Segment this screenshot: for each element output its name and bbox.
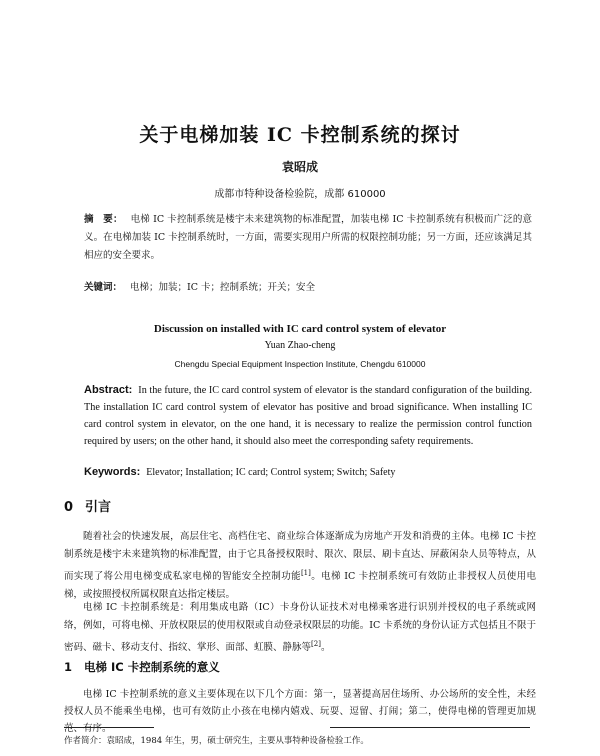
keywords-en bbox=[84, 466, 532, 478]
paper-title: 关于电梯加装 IC 卡控制系统的探讨 bbox=[139, 124, 461, 146]
paragraph-text-cont: 。 bbox=[320, 642, 331, 654]
abstract-cn-text: 电梯 IC 卡控制系统是楼宇未来建筑物的标准配置，加装电梯 IC 卡控制系统有积极而广泛的意义。在电梯加装 IC 卡控制系统时，一方面，需要实现用户所需的权限控制功能；另一方面，还应该满足其相应的安全要求。 bbox=[84, 214, 532, 261]
section-number: 0 bbox=[64, 500, 74, 515]
section-title: 引言 bbox=[85, 500, 112, 515]
english-title: Discussion on installed with IC card control system of elevator bbox=[153, 323, 447, 335]
keywords-cn-text: 电梯；加装；IC 卡；控制系统；开关；安全 bbox=[130, 282, 316, 293]
author-affiliation: 成都市特种设备检验院，成都 610000 bbox=[214, 189, 386, 200]
intro-paragraph-2 bbox=[64, 599, 536, 657]
english-affiliation: Chengdu Special Equipment Inspection Institute, Chengdu 610000 bbox=[174, 359, 426, 369]
abstract-en-label: Abstract: bbox=[84, 384, 133, 396]
section-heading-introduction bbox=[64, 496, 111, 515]
citation-ref: [2] bbox=[311, 640, 321, 648]
paragraph-text: 电梯 IC 卡控制系统是：利用集成电路（IC）卡身份认证技术对电梯乘客进行识别并授权的电子系统或网络，例如，可将电梯、开放权限层的使用权限或自动登录权限层的功能。IC 卡系统的身份认证方式包括且不限于密码、磁卡、移动支付、指纹、掌形、面部、虹膜、静脉等 bbox=[64, 602, 536, 654]
abstract-en bbox=[84, 382, 532, 450]
author-name: 袁昭成 bbox=[281, 160, 318, 174]
footnote-rule bbox=[64, 727, 154, 728]
keywords-cn-label: 关键词： bbox=[84, 282, 123, 293]
english-author: Yuan Zhao-cheng bbox=[264, 340, 336, 351]
paragraph-text-cont: 。电梯 IC 卡控制系统可有效防止非授权人员使用电梯，或按照授权所属权限直达指定楼层。 bbox=[64, 571, 536, 601]
section-heading-significance bbox=[64, 659, 220, 675]
footnote-rule-right bbox=[330, 727, 530, 728]
abstract-cn bbox=[84, 211, 532, 265]
keywords-en-label: Keywords: bbox=[84, 466, 141, 478]
author-footnote: 作者简介：袁昭成，1984 年生，男，硕士研究生，主要从事特种设备检验工作。 bbox=[64, 736, 369, 746]
keywords-cn bbox=[84, 279, 532, 293]
abstract-cn-label: 摘 要： bbox=[84, 214, 123, 225]
keywords-en-text: Elevator; Installation; IC card; Control system; Switch; Safety bbox=[146, 467, 396, 478]
citation-ref: [1] bbox=[300, 569, 311, 577]
section-title: 电梯 IC 卡控制系统的意义 bbox=[84, 660, 220, 674]
significance-paragraph: 电梯 IC 卡控制系统的意义主要体现在以下几个方面：第一，显著提高居住场所、办公场所的安全性，未经授权人员不能乘坐电梯，也可有效防止小孩在电梯内嬉戏、玩耍、逗留、打闹；第二，使得电梯的管理更加规范、有序。 bbox=[64, 689, 536, 734]
abstract-en-text: In the future, the IC card control system of elevator is the standard configuration of the building. The installation IC card control system of elevator has positive and broad significance. When installing IC card control system in elevator, on the one hand, it is necessary to realize the permission control function required by users; on the other hand, it should also meet the corresponding safety requirements. bbox=[84, 385, 532, 447]
section-number: 1 bbox=[64, 660, 73, 674]
paragraph-text: 随着社会的快速发展，高层住宅、高档住宅、商业综合体逐渐成为房地产开发和消费的主体。电梯 IC 卡控制系统是楼宇未来建筑物的标准配置，由于它具备授权限时、限次、限层、刷卡直达、屏蔽闲杂人员等特点，从而实现了将公用电梯变成私家电梯的智能安全控制功能 bbox=[64, 531, 536, 583]
intro-paragraph-1 bbox=[64, 528, 536, 604]
